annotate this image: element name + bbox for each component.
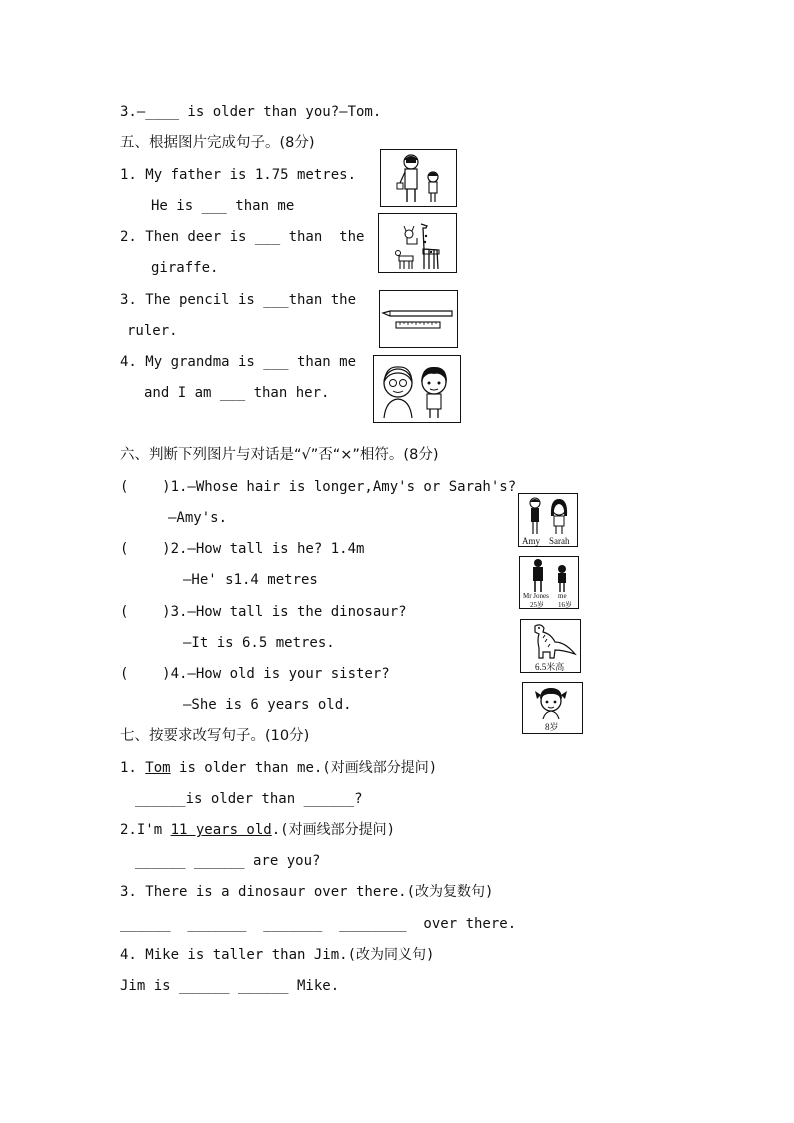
s5-item-2-line-2: giraffe. (151, 260, 219, 276)
mr-jones-label: Mr Jones (523, 592, 549, 600)
s5-item-1-line-1: 1. My father is 1.75 metres. (120, 167, 357, 183)
section-5-heading: 五、根据图片完成句子。(8分) (120, 135, 315, 151)
s7-q2-rest: .(对画线部分提问) (271, 822, 396, 838)
s7-q1-number: 1. (120, 760, 146, 776)
s7-answer-1: ______is older than ______? (135, 791, 363, 807)
s6-item-4-question: ( )4.—How old is your sister? (120, 666, 390, 682)
s7-q1-underlined: Tom (145, 760, 171, 776)
s7-answer-4: Jim is ______ ______ Mike. (120, 978, 340, 994)
girl-age-picture (522, 682, 583, 734)
s6-item-3-answer: —It is 6.5 metres. (183, 635, 335, 651)
father-son-drawing (381, 150, 455, 205)
s5-item-4-line-2: and I am ___ than her. (144, 385, 330, 401)
pencil-and-ruler-picture (379, 290, 458, 348)
s5-item-4-line-1: 4. My grandma is ___ than me (120, 354, 357, 370)
s6-item-2-answer: —He' s1.4 metres (183, 572, 318, 588)
girl-drawing (523, 683, 581, 721)
s7-question-1 (120, 759, 437, 777)
grandma-girl-drawing (374, 356, 459, 421)
father-and-son-picture (380, 149, 457, 207)
s7-answer-3: ______ _______ _______ ________ over there. (120, 916, 517, 932)
amy-sarah-picture (518, 493, 578, 547)
section-7-heading: 七、按要求改写句子。(10分) (120, 728, 310, 744)
dinosaur-picture (520, 619, 581, 673)
s7-question-3: 3. There is a dinosaur over there.(改为复数句) (120, 884, 494, 900)
s6-item-1-question: ( )1.—Whose hair is longer,Amy's or Sarah's? (120, 479, 517, 495)
s6-item-1-answer: —Amy's. (168, 510, 228, 526)
s6-item-2-question: ( )2.—How tall is he? 1.4m (120, 541, 365, 557)
s6-item-4-answer: —She is 6 years old. (183, 697, 352, 713)
s7-q1-rest: is older than me.(对画线部分提问) (170, 760, 438, 776)
s5-item-3-line-1: 3. The pencil is ___than the (120, 292, 357, 308)
dinosaur-drawing (521, 620, 579, 660)
s7-question-4: 4. Mike is taller than Jim.(改为同义句) (120, 947, 435, 963)
grandma-and-girl-picture (373, 355, 461, 423)
dinosaur-height-label: 6.5米高 (535, 662, 565, 672)
girl-age-label: 8岁 (545, 722, 559, 732)
age-16-label: 16岁 (558, 601, 572, 609)
pencil-ruler-drawing (380, 291, 456, 346)
s5-item-1-line-2: He is ___ than me (151, 198, 295, 214)
mr-jones-picture (519, 556, 579, 609)
s7-answer-2: ______ ______ are you? (135, 853, 321, 869)
s7-q2-underlined: 11 years old (170, 822, 272, 838)
amy-sarah-drawing (519, 494, 576, 536)
amy-label: Amy (522, 536, 540, 546)
s6-item-3-question: ( )3.—How tall is the dinosaur? (120, 604, 407, 620)
mr-jones-drawing (520, 557, 577, 593)
me-label: me (558, 592, 567, 600)
question-3-line: 3.—____ is older than you?—Tom. (120, 104, 382, 120)
deer-giraffe-drawing (379, 214, 455, 271)
deer-and-giraffe-picture (378, 213, 457, 273)
s7-question-2 (120, 821, 395, 839)
s5-item-3-line-2: ruler. (127, 323, 178, 339)
s7-q2-number: 2.I'm (120, 822, 171, 838)
age-25-label: 25岁 (530, 601, 544, 609)
section-6-heading: 六、判断下列图片与对话是“√”否“×”相符。(8分) (120, 447, 439, 463)
sarah-label: Sarah (549, 536, 570, 546)
s5-item-2-line-1: 2. Then deer is ___ than the (120, 229, 365, 245)
